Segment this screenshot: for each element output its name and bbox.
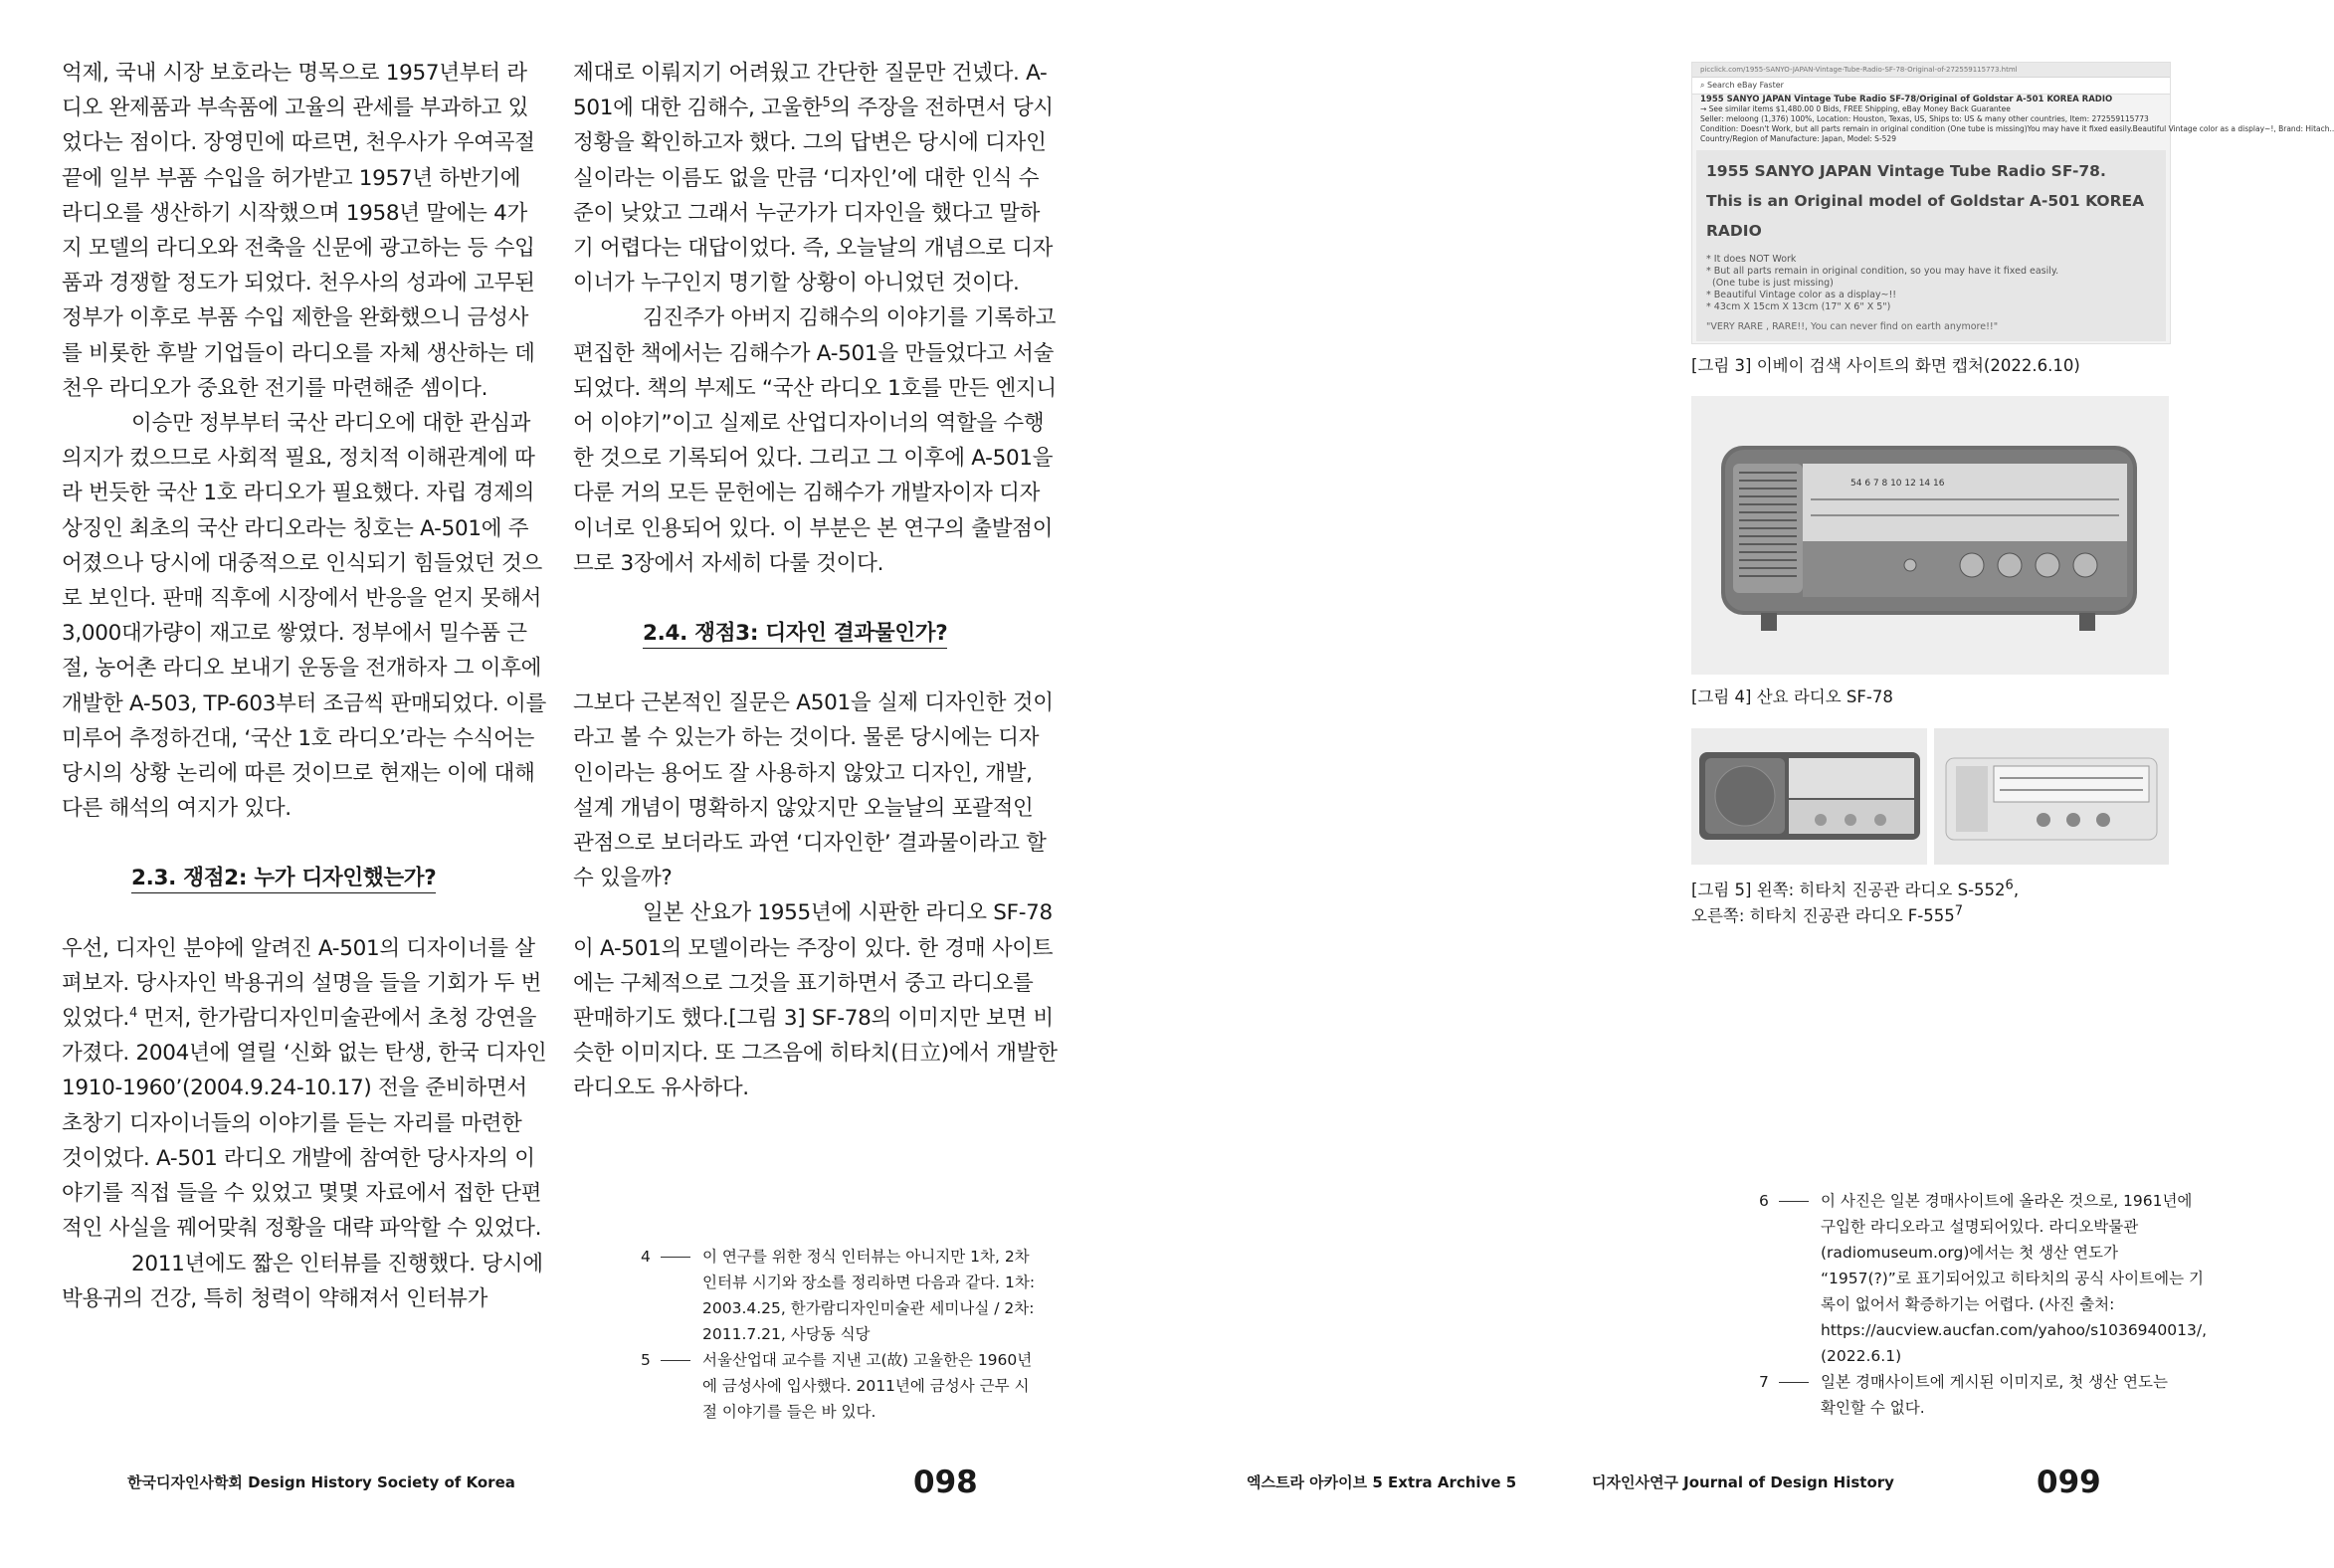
listing-description [1696,150,2166,341]
footnotes-left [641,1244,1039,1425]
figure-5-caption: [그림 5] 왼쪽: 히타치 진공관 라디오 $S-552^6$, 오른쪽: 히타치 진공관 라디오 $F-555^7$ [1691,878,2020,925]
section-heading: 2.4. 쟁점3: 디자인 결과물인가? [573,616,1059,651]
figure-4-caption: [그림 4] 산요 라디오 SF-78 [1691,687,1893,706]
footnote: 4 이 연구를 위한 정식 인터뷰는 아니지만 1차, 2차 인터뷰 시기와 장소를 정리하면 다음과 같다. 1차: 2003.4.25, 한가람디자인미술관 세미나실 / 2차: 2011.7.21, 사당동 식당 [641,1248,1036,1343]
paragraph: 억제, 국내 시장 보호라는 명목으로 1957년부터 라디오 완제품과 부속품에 고율의 관세를 부과하고 있었다는 점이다. 장영민에 따르면, 천우사가 우여곡절 끝에 일부 부품 수입을 허가받고 1957년 하반기에 라디오를 생산하기 시작했으며 1958년 말에는 4가지 모델의 라디오와 전축을 신문에 광고하는 등 수입품과 경쟁할 정도가 되었다. 천우사의 성과에 고무된 정부가 이후로 부품 수입 제한을 완화했으니 금성사를 비롯한 후발 기업들이 라디오를 자체 생산하는 데 천우 라디오가 중요한 전기를 마련해준 셈이다. [62,61,535,401]
description-heading: This is an Original model of Goldstar A-501 KOREA RADIO [1706,192,2145,240]
paragraph: 김진주가 아버지 김해수의 이야기를 기록하고 편집한 책에서는 김해수가 A-501을 만들었다고 서술되었다. 책의 부제도 “국산 라디오 1호를 만든 엔지니어 이야기”이고 실제로 산업디자이너의 역할을 수행한 것으로 기록되어 있다. 그리고 그 이후에 A-501을 다룬 거의 모든 문헌에는 김해수가 개발자이자 디자이너로 인용되어 있다. 이 부분은 본 연구의 출발점이므로 3장에서 자세히 다룰 것이다. [573,305,1057,576]
description-heading: 1955 SANYO JAPAN Vintage Tube Radio SF-78. [1706,162,2106,180]
browser-address-bar: picclick.com/1955-SANYO-JAPAN-Vintage-Tube-Radio-SF-78-Original-of-272559115773.html [1692,63,2170,78]
listing-line: → See similar items $1,480.00 0 Bids, FREE Shipping, eBay Money Back Guarantee [1700,104,2011,113]
text-column-1 [62,56,547,1316]
figure-3-screenshot [1691,62,2334,344]
figure-5-left-photo [1691,728,1927,865]
listing-line: Country/Region of Manufacture: Japan, Model: S-529 [1700,134,1896,143]
text-column-2 [573,56,1059,1106]
figure-3-caption: [그림 3] 이베이 검색 사이트의 화면 캡처(2022.6.10) [1691,356,2080,375]
footer-society: 한국디자인사학회 Design History Society of Korea [127,1473,515,1491]
listing-title: 1955 SANYO JAPAN Vintage Tube Radio SF-78/Original of Goldstar A-501 KOREA RADIO [1700,95,2113,104]
description-item: (One tube is just missing) [1712,278,1834,289]
description-item: * It does NOT Work [1706,254,1797,265]
footnote-ref: 4 [128,1005,137,1021]
paragraph: 이승만 정부부터 국산 라디오에 대한 관심과 의지가 컸으므로 사회적 필요, 정치적 이해관계에 따라 번듯한 국산 1호 라디오가 필요했다. 자립 경제의 상징인 최초의 국산 라디오라는 칭호는 A-501에 주어졌으나 당시에 대중적으로 인식되기 힘들었던 것으로 보인다. 판매 직후에 시장에서 반응을 얻지 못해서 3,000대가량이 재고로 쌓였다. 정부에서 밀수품 근절, 농어촌 라디오 보내기 운동을 전개하자 그 이후에 개발한 A-503, TP-603부터 조금씩 판매되었다. 이를 미루어 추정하건대, ‘국산 1호 라디오’라는 수식어는 당시의 상황 논리에 따른 것이므로 현재는 이에 대해 다른 해석의 여지가 있다. [62,411,546,822]
radio-photo [1691,728,1927,865]
listing-line: Seller: meloong (1,376) 100%, Location: Houston, Texas, US, Ships to: US & many other countries, Item: 272559115773 [1700,114,2149,123]
paragraph: 일본 산요가 1955년에 시판한 라디오 SF-78이 A-501의 모델이라는 주장이 있다. 한 경매 사이트에는 구체적으로 그것을 표기하면서 중고 라디오를 판매하기도 했다.[그림 3] SF-78의 이미지만 보면 비슷한 이미지다. 또 그즈음에 히타치(日立)에서 개발한 라디오도 유사하다. [573,900,1058,1101]
footer-archive: 엑스트라 아카이브 5 Extra Archive 5 [1247,1473,1517,1491]
radio-photo [1934,728,2169,865]
description-item: * 43cm X 15cm X 13cm (17" X 6" X 5") [1706,301,1891,312]
page-number-left: 098 [913,1465,978,1500]
footnotes-right [1759,1188,2207,1421]
description-note: "VERY RARE , RARE!!, You can never find on earth anymore!!" [1706,321,1999,332]
paragraph: 제대로 이뤄지기 어려웠고 간단한 질문만 건넸다. A-501에 대한 김해수, 고울한$^5$의 주장을 전하면서 당시 정황을 확인하고자 했다. 그의 답변은 당시에 디자인실이라는 이름도 없을 만큼 ‘디자인’에 대한 인식 수준이 낮았고 그래서 누군가가 디자인을 했다고 말하기 어렵다는 대답이었다. 즉, 오늘날의 개념으로 디자이너가 누구인지 명기할 상황이 아니었던 것이다. [573,61,1054,296]
figure-5-right-photo [1934,728,2169,865]
page-number-right: 099 [2037,1465,2101,1500]
search-icon: ⌕ [1700,81,1708,90]
paragraph: 그보다 근본적인 질문은 A501을 실제 디자인한 것이라고 볼 수 있는가 하는 것이다. 물론 당시에는 디자인이라는 용어도 잘 사용하지 않았고 디자인, 개발, 설계 개념이 명확하지 않았지만 오늘날의 포괄적인 관점으로 보더라도 과연 ‘디자인한’ 결과물이라고 할 수 있을까? [573,690,1054,891]
paragraph: 2011년에도 짧은 인터뷰를 진행했다. 당시에 박용귀의 건강, 특히 청력이 약해져서 인터뷰가 [62,1251,543,1311]
dial-scale: 54 6 7 8 10 12 14 16 [1850,479,1945,489]
listing-line: Condition: Doesn't Work, but all parts remain in original condition (One tube is missing)You may have it fixed easily.Beautiful Vintage color as a display~!, Brand: Hitach.. [1700,124,2334,133]
radio-photo [1691,396,2169,675]
figure-4-photo [1691,396,2169,675]
footer-journal: 디자인사연구 Journal of Design History [1592,1473,1894,1491]
section-heading: 2.3. 쟁점2: 누가 디자인했는가? [62,861,547,895]
footnote: 6 이 사진은 일본 경매사이트에 올라온 것으로, 1961년에 구입한 라디오라고 설명되어있다. 라디오박물관(radiomuseum.org)에서는 첫 생산 연도가 “1957(?)”로 표기되어있고 히타치의 공식 사이트에는 기록이 없어서 확증하기는 어렵다. (사진 출처: https://aucview.aucfan.com/yahoo/s1036940013/, (2022.6.1) [1759,1192,2207,1365]
search-bar: ⌕ Search eBay Faster [1692,78,2170,95]
paragraph: 우선, 디자인 분야에 알려진 A-501의 디자이너를 살펴보자. 당사자인 박용귀의 설명을 들을 기회가 두 번 있었다.$^4$ 먼저, 한가람디자인미술관에서 초청 강연을 가졌다. 2004년에 열릴 ‘신화 없는 탄생, 한국 디자인 1910-1960’(2004.9.24-10.17) 전을 준비하면서 초창기 디자이너들의 이야기를 듣는 자리를 마련한 것이었다. A-501 라디오 개발에 참여한 당사자의 이야기를 직접 들을 수 있었고 몇몇 자료에서 접한 단편적인 사실을 꿰어맞춰 정황을 대략 파악할 수 있었다. [62,935,547,1242]
description-item: * Beautiful Vintage color as a display~!! [1706,290,1897,300]
description-item: * But all parts remain in original condition, so you may have it fixed easily. [1706,266,2059,277]
footnote: 5 서울산업대 교수를 지낸 고(故) 고울한은 1960년에 금성사에 입사했다. 2011년에 금성사 근무 시절 이야기를 들은 바 있다. [641,1351,1033,1421]
footnote: 7 일본 경매사이트에 게시된 이미지로, 첫 생산 연도는 확인할 수 없다. [1759,1373,2168,1417]
footnote-ref: 5 [822,96,831,111]
